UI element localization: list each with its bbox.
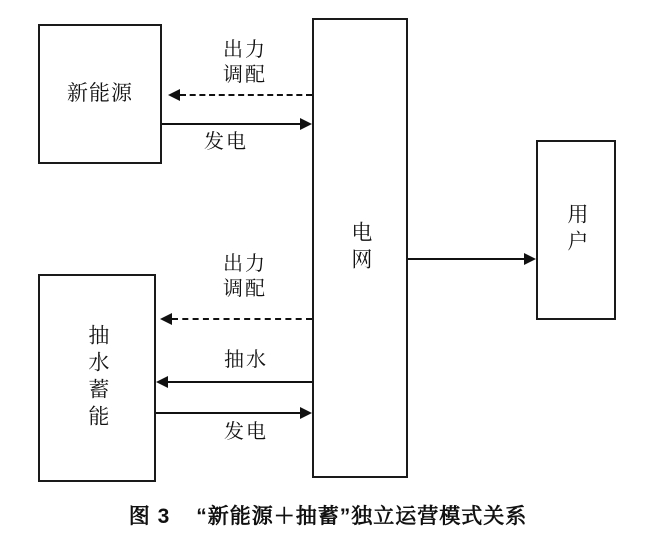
edge-new-energy-to-grid-generation-arrowhead: [300, 118, 312, 130]
edge-grid-to-new-energy-dispatch-line: [180, 94, 312, 96]
edge-label-new-energy-dispatch: [190, 38, 300, 88]
edge-grid-to-user-line: [408, 258, 524, 260]
edge-grid-to-pumped-pump-line: [168, 381, 312, 383]
edge-pumped-to-grid-generation-arrowhead: [300, 407, 312, 419]
figure-caption-number: 图 3: [128, 505, 171, 528]
edge-label-new-energy-dispatch-line2: 调配: [223, 64, 267, 86]
edge-label-pumped-dispatch-line1: 出力: [223, 253, 267, 275]
edge-grid-to-new-energy-dispatch-arrowhead: [168, 89, 180, 101]
edge-label-pumped-dispatch: [190, 252, 300, 302]
node-new-energy: 新能源: [38, 24, 162, 164]
edge-grid-to-pumped-dispatch-arrowhead: [160, 313, 172, 325]
edge-label-pumped-pump: 抽水: [224, 349, 268, 371]
node-user: 用户: [536, 140, 616, 320]
node-pumped-storage: 抽水蓄能: [38, 274, 156, 482]
node-grid: 电网: [312, 18, 408, 478]
edge-grid-to-pumped-dispatch-line: [172, 318, 312, 320]
edge-label-pumped-generation: 发电: [224, 421, 268, 443]
edge-label-new-energy-generation: 发电: [204, 131, 248, 153]
edge-grid-to-user-arrowhead: [524, 253, 536, 265]
edge-label-new-energy-dispatch-line1: 出力: [223, 39, 267, 61]
edge-label-pumped-dispatch-line2: 调配: [223, 278, 267, 300]
edge-new-energy-to-grid-generation-line: [162, 123, 300, 125]
edge-grid-to-pumped-pump-arrowhead: [156, 376, 168, 388]
figure-caption: [0, 500, 656, 530]
figure-caption-text: “新能源＋抽蓄”独立运营模式关系: [196, 505, 528, 528]
edge-pumped-to-grid-generation-line: [156, 412, 300, 414]
